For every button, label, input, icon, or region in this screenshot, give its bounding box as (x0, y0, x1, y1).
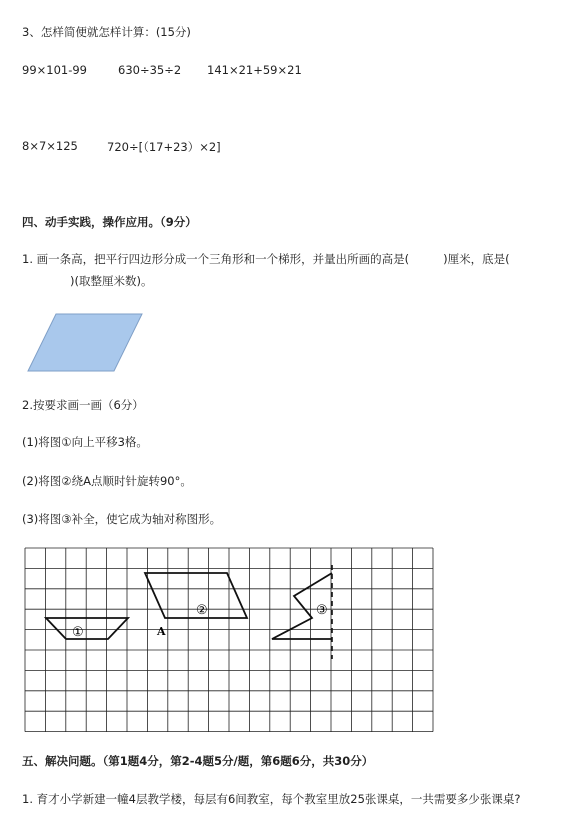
question-4-1-part2: )厘米，底是( (443, 252, 510, 266)
drawing-grid (24, 547, 438, 735)
question-4-1-part1: 1. 画一条高，把平行四边形分成一个三角形和一个梯形，并量出所画的高是( (22, 252, 410, 266)
question-4-2-item-1: (1)将图①向上平移3格。 (22, 435, 148, 449)
question-4-1-part3: )(取整厘米数)。 (70, 274, 153, 288)
calc-problem-5: 720÷[（17+23）×2] (107, 140, 221, 154)
question-4-1 (22, 248, 552, 292)
calc-problem-2: 630÷35÷2 (118, 63, 182, 77)
question-4-2-item-2: (2)将图②绕A点顺时针旋转90°。 (22, 474, 192, 488)
figure-3-label: ③ (316, 603, 328, 618)
question-5-1: 1. 育才小学新建一幢4层教学楼，每层有6间教室，每个教室里放25张课桌，一共需要多少张课桌? (22, 792, 521, 806)
parallelogram-figure (27, 313, 145, 373)
section-4-heading: 四、动手实践，操作应用。（9分） (22, 215, 197, 229)
figure-1-trapezoid (46, 618, 128, 639)
question-4-2-title: 2.按要求画一画（6分） (22, 398, 144, 412)
figure-2-label: ② (196, 603, 208, 618)
parallelogram-shape (28, 314, 142, 371)
calc-problem-1: 99×101-99 (22, 63, 88, 77)
point-a-label: A (157, 625, 166, 638)
calc-problem-4: 8×7×125 (22, 139, 78, 153)
question-4-2-item-3: (3)将图③补全，使它成为轴对称图形。 (22, 512, 222, 526)
section-5-heading: 五、解决问题。（第1题4分，第2-4题5分/题，第6题6分，共30分） (22, 754, 374, 768)
calc-problem-3: 141×21+59×21 (207, 63, 302, 77)
figure-1-label: ① (72, 625, 84, 640)
section-3-heading: 3、怎样简便就怎样计算：(15分) (22, 25, 191, 39)
